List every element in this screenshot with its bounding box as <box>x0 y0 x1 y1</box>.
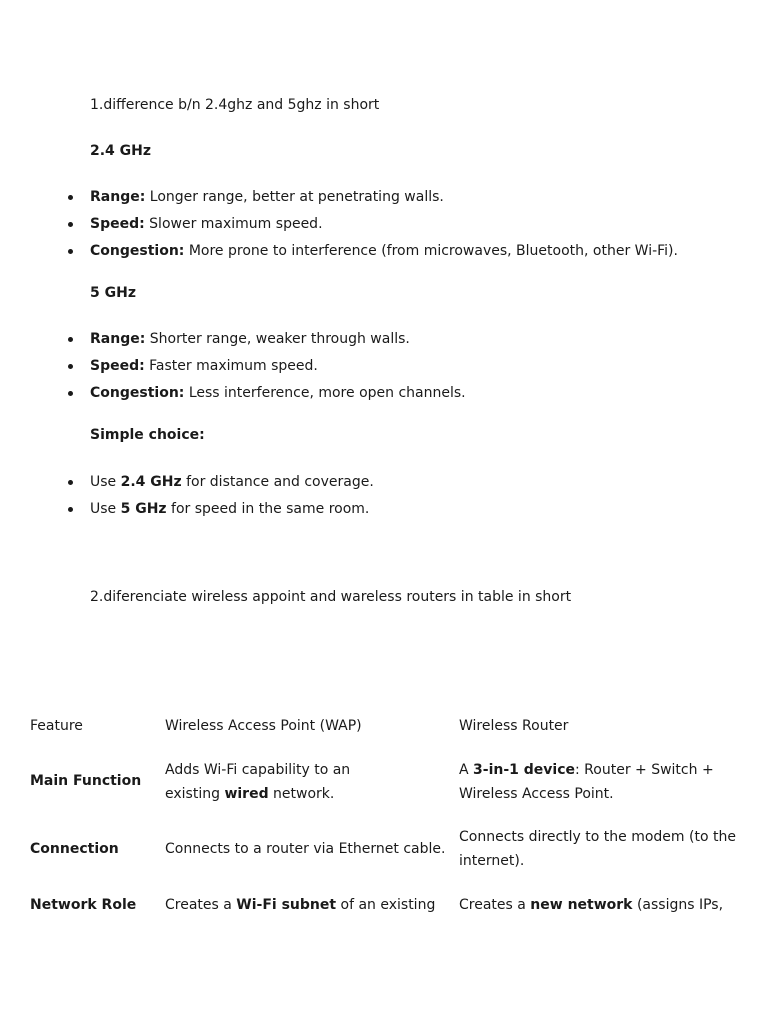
bullet-icon <box>68 249 73 254</box>
table-row-feature-connection: Connection <box>30 841 119 857</box>
bullet-icon <box>68 480 73 485</box>
section-title-simple-choice: Simple choice: <box>90 427 205 443</box>
bullet-icon <box>68 222 73 227</box>
list-item: Range: Shorter range, weaker through walls. <box>68 329 466 356</box>
table-row-feature-main-function: Main Function <box>30 773 142 789</box>
table-header-router: Wireless Router <box>459 718 569 734</box>
list-2-4ghz <box>68 187 678 268</box>
table-header-wap: Wireless Access Point (WAP) <box>165 718 362 734</box>
list-item: Use 5 GHz for speed in the same room. <box>68 499 374 526</box>
table-cell-router-network-role: Creates a new network (assigns IPs, <box>459 897 724 913</box>
bullet-icon <box>68 364 73 369</box>
list-item: Congestion: Less interference, more open channels. <box>68 383 466 410</box>
section-title-5ghz: 5 GHz <box>90 285 136 301</box>
bullet-icon <box>68 195 73 200</box>
table-cell-router-connection: Connects directly to the modem (to the internet). <box>459 829 736 869</box>
table-header-feature: Feature <box>30 718 83 734</box>
question-2-heading: 2.diferenciate wireless appoint and wareless routers in table in short <box>90 589 572 605</box>
list-item: Speed: Slower maximum speed. <box>68 214 678 241</box>
list-item: Speed: Faster maximum speed. <box>68 356 466 383</box>
bullet-icon <box>68 391 73 396</box>
section-title-2-4ghz: 2.4 GHz <box>90 143 152 159</box>
list-item: Congestion: More prone to interference (from microwaves, Bluetooth, other Wi-Fi). <box>68 241 678 268</box>
bullet-icon <box>68 337 73 342</box>
table-cell-wap-network-role: Creates a Wi-Fi subnet of an existing <box>165 897 436 913</box>
table-row-feature-network-role: Network Role <box>30 897 137 913</box>
list-item: Range: Longer range, better at penetrating walls. <box>68 187 678 214</box>
list-item: Use 2.4 GHz for distance and coverage. <box>68 472 374 499</box>
table-cell-router-main-function: A 3-in-1 device: Router + Switch + Wireless Access Point. <box>459 762 714 802</box>
question-1-heading: 1.difference b/n 2.4ghz and 5ghz in short <box>90 97 380 113</box>
list-simple-choice <box>68 472 374 526</box>
table-cell-wap-main-function: Adds Wi-Fi capability to an existing wired network. <box>165 762 351 802</box>
table-cell-wap-connection: Connects to a router via Ethernet cable. <box>165 841 446 857</box>
list-5ghz <box>68 329 466 410</box>
bullet-icon <box>68 507 73 512</box>
